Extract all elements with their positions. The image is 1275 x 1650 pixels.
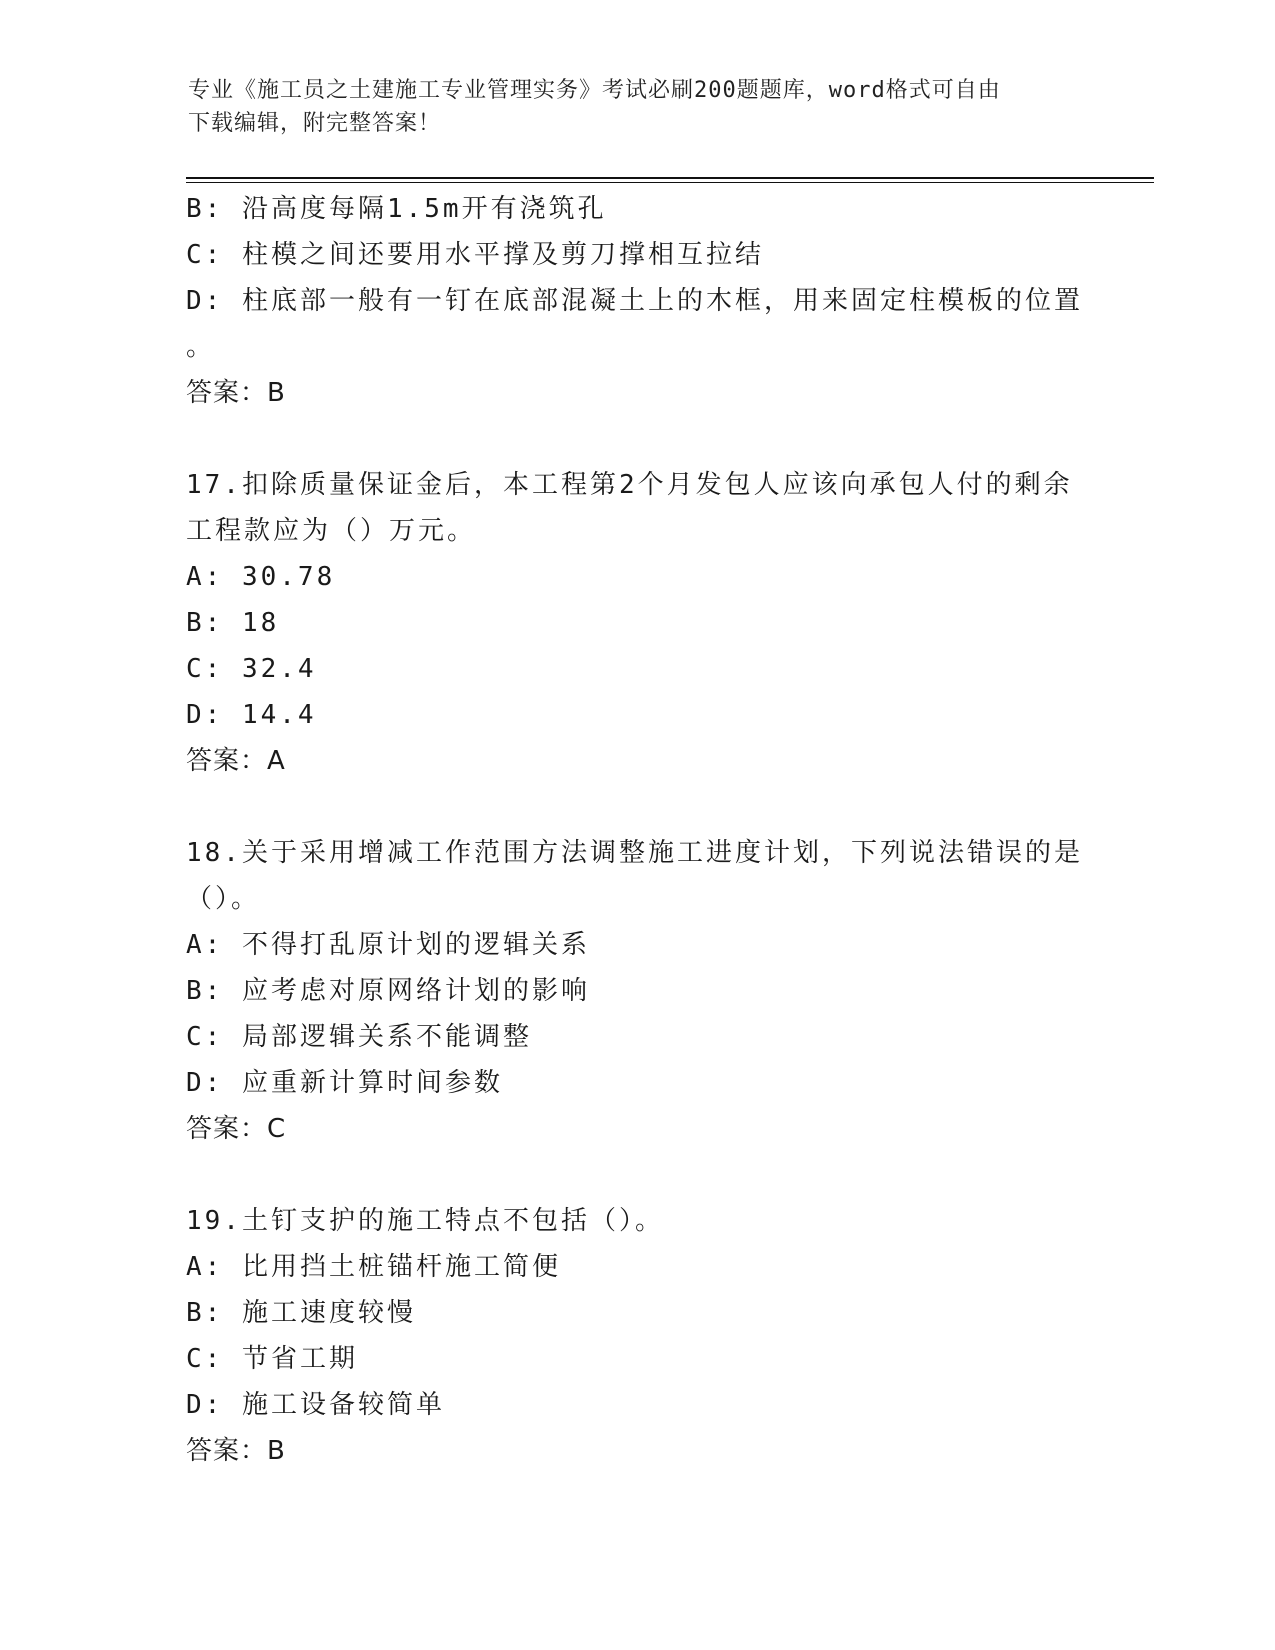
option-c: C: 柱模之间还要用水平撑及剪刀撑相互拉结	[186, 240, 764, 270]
option-d: D: 14.4	[186, 700, 317, 730]
header-line-1: 专业《施工员之土建施工专业管理实务》考试必刷200题题库，word格式可自由	[188, 78, 1001, 103]
option-a: A: 不得打乱原计划的逻辑关系	[186, 930, 590, 960]
answer-line: 答案：C	[186, 1114, 287, 1144]
question-text: 19.土钉支护的施工特点不包括（）。	[186, 1206, 664, 1236]
question-19	[186, 1198, 1086, 1474]
header-divider-thin	[186, 182, 1154, 183]
header-divider-thick	[186, 177, 1154, 179]
option-c: C: 局部逻辑关系不能调整	[186, 1022, 532, 1052]
answer-line: 答案：A	[186, 746, 286, 776]
spacer	[186, 416, 1086, 462]
option-a: A: 比用挡土桩锚杆施工简便	[186, 1252, 561, 1282]
question-18	[186, 830, 1086, 1152]
option-d: D: 应重新计算时间参数	[186, 1068, 503, 1098]
option-b: B: 施工速度较慢	[186, 1298, 416, 1328]
option-b: B: 沿高度每隔1.5m开有浇筑孔	[186, 194, 607, 224]
option-d: D: 柱底部一般有一钉在底部混凝土上的木框，用来固定柱模板的位置	[186, 286, 1083, 316]
document-header	[188, 74, 1068, 140]
option-d: D: 施工设备较简单	[186, 1390, 445, 1420]
option-c: C: 32.4	[186, 654, 317, 684]
option-a: A: 30.78	[186, 562, 336, 592]
option-d-continuation: 。	[186, 332, 216, 362]
option-b: B: 18	[186, 608, 280, 638]
question-content	[186, 186, 1086, 1474]
question-16-tail	[186, 186, 1086, 416]
question-text-continuation: 工程款应为（）万元。	[186, 516, 477, 546]
answer-line: 答案：B	[186, 378, 286, 408]
question-text: 18.关于采用增减工作范围方法调整施工进度计划，下列说法错误的是	[186, 838, 1083, 868]
question-17	[186, 462, 1086, 784]
option-c: C: 节省工期	[186, 1344, 358, 1374]
question-text: 17.扣除质量保证金后，本工程第2个月发包人应该向承包人付的剩余	[186, 470, 1073, 500]
question-text-continuation: （）。	[186, 884, 261, 914]
option-b: B: 应考虑对原网络计划的影响	[186, 976, 590, 1006]
header-line-2: 下载编辑，附完整答案！	[188, 111, 442, 136]
spacer	[186, 784, 1086, 830]
spacer	[186, 1152, 1086, 1198]
answer-line: 答案：B	[186, 1436, 286, 1466]
